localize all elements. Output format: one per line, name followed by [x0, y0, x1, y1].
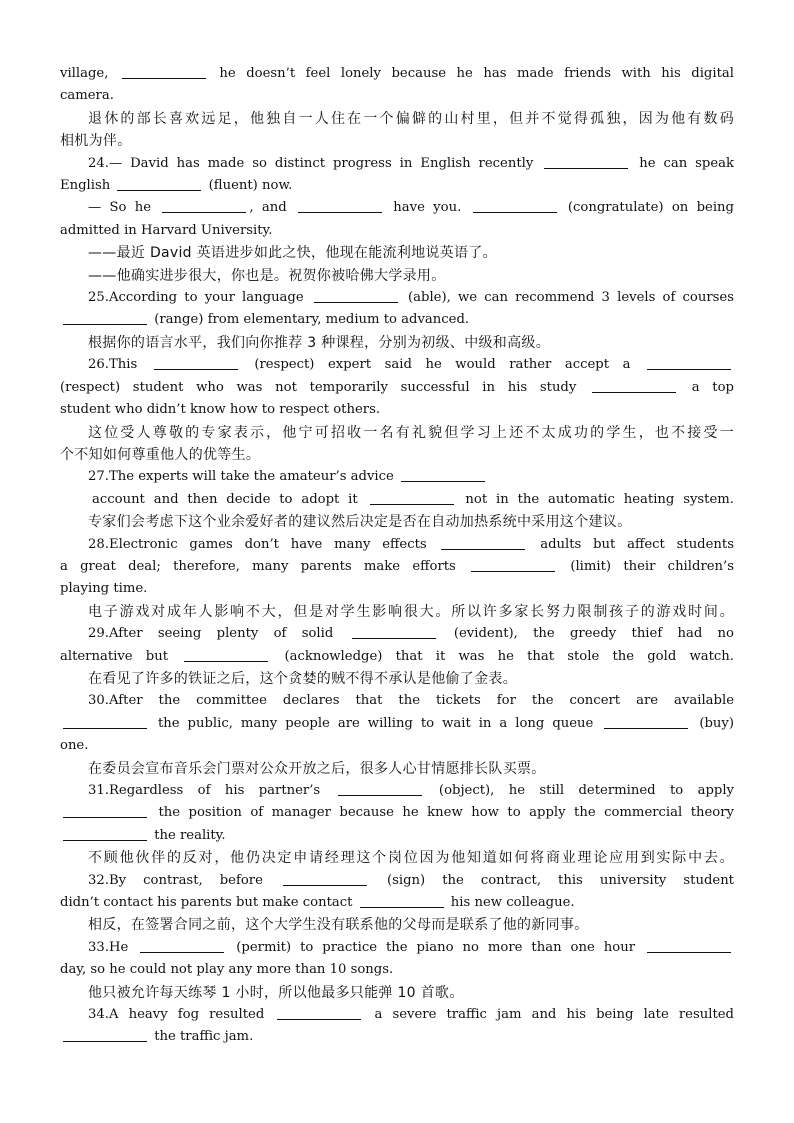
text-line: 专家们会考虑下这个业余爱好者的建议然后决定是否在自动加热系统中采用这个建议。: [88, 514, 632, 531]
text-line: 这位受人尊敬的专家表示，他宁可招收一名有礼貌但学习上还不太成功的学生，也不接受一: [88, 424, 734, 441]
text-line: 28.Electronic games don’t have many effects adults but affect students: [88, 536, 734, 552]
fill-in-blank: [140, 939, 224, 953]
fill-in-blank: [298, 199, 382, 213]
fill-in-blank: [63, 715, 147, 729]
fill-in-blank: [471, 558, 555, 572]
text-line: 27.The experts will take the amateur’s advice: [60, 466, 734, 488]
fill-in-blank: [360, 894, 444, 908]
fill-in-blank: [352, 625, 436, 639]
text-line: 30.After the committee declares that the tickets for the concert are available: [88, 693, 734, 709]
fill-in-blank: [338, 782, 422, 796]
text-line: the traffic jam.: [60, 1026, 734, 1048]
text-line: 个不知如何尊重他人的优等生。: [60, 446, 261, 463]
text-line: 29.After seeing plenty of solid (evident), the greedy thief had no: [88, 626, 734, 642]
text-line: 24.— David has made so distinct progress in English recently he can speak: [88, 155, 734, 171]
fill-in-blank: [401, 468, 485, 482]
text-line: a great deal; therefore, many parents make efforts (limit) their children’s: [60, 558, 734, 574]
text-line: 电子游戏对成年人影响不大，但是对学生影响很大。所以许多家长努力限制孩子的游戏时间。: [88, 603, 734, 620]
text-line: 31.Regardless of his partner’s (object), he still determined to apply: [88, 783, 734, 798]
text-line: the public, many people are willing to wait in a long queue (buy): [60, 713, 734, 735]
text-line: didn’t contact his parents but make contact his new colleague.: [60, 895, 575, 911]
text-line: (range) from elementary, medium to advanced.: [60, 309, 734, 331]
text-line: 25.According to your language (able), we can recommend 3 levels of courses: [88, 290, 734, 306]
text-line: account and then decide to adopt it not in the automatic heating system.: [92, 491, 734, 507]
text-line: 33.He (permit) to practice the piano no more than one hour: [60, 937, 734, 959]
text-line: — So he , and have you. (congratulate) on being: [88, 200, 734, 216]
text-line: camera.: [60, 88, 114, 104]
text-line: one.: [60, 738, 89, 754]
fill-in-blank: [63, 804, 147, 818]
text-line: English (fluent) now.: [60, 178, 293, 194]
fill-in-blank: [604, 715, 688, 729]
text-line: 不顾他伙伴的反对，他仍决定申请经理这个岗位因为他知道如何将商业理论应用到实际中去。: [88, 850, 734, 867]
fill-in-blank: [117, 177, 201, 191]
text-line: ——最近 David 英语进步如此之快，他现在能流利地说英语了。: [88, 245, 497, 262]
worksheet-page: [60, 63, 734, 1049]
fill-in-blank: [184, 648, 268, 662]
fill-in-blank: [441, 536, 525, 550]
text-line: 32.By contrast, before (sign) the contract, this university student: [88, 872, 734, 888]
text-line: 退休的部长喜欢远足，他独自一人住在一个偏僻的山村里，但并不觉得孤独，因为他有数码: [88, 110, 734, 127]
text-line: admitted in Harvard University.: [60, 222, 273, 238]
text-line: 相反，在签署合同之前，这个大学生没有联系他的父母而是联系了他的新同事。: [88, 917, 589, 934]
text-line: the reality.: [60, 825, 734, 847]
text-line: 在委员会宣布音乐会门票对公众开放之后，很多人心甘情愿排长队买票。: [88, 760, 546, 777]
text-line: student who didn’t know how to respect others.: [60, 402, 381, 418]
fill-in-blank: [162, 199, 246, 213]
text-line: 他只被允许每天练琴 1 小时，所以他最多只能弹 10 首歌。: [88, 984, 464, 1001]
text-line: the position of manager because he knew how to apply the commercial theory: [60, 802, 734, 824]
fill-in-blank: [370, 491, 454, 505]
fill-in-blank: [63, 1028, 147, 1042]
fill-in-blank: [647, 939, 731, 953]
fill-in-blank: [592, 379, 676, 393]
fill-in-blank: [63, 827, 147, 841]
text-line: 在看见了许多的铁证之后，这个贪婪的贼不得不承认是他偷了金表。: [88, 670, 517, 687]
fill-in-blank: [647, 356, 731, 370]
fill-in-blank: [63, 311, 147, 325]
text-line: (respect) student who was not temporarily successful in his study a top: [60, 379, 734, 395]
text-line: day, so he could not play any more than 10 songs.: [60, 962, 394, 978]
fill-in-blank: [277, 1006, 361, 1020]
fill-in-blank: [473, 199, 557, 213]
text-line: 34.A heavy fog resulted a severe traffic jam and his being late resulted: [88, 1007, 734, 1023]
text-line: playing time.: [60, 581, 148, 597]
fill-in-blank: [314, 289, 398, 303]
text-line: 相机为伴。: [60, 133, 132, 150]
text-line: village, he doesn’t feel lonely because he has made friends with his digital: [60, 66, 734, 81]
text-line: alternative but (acknowledge) that it was he that stole the gold watch.: [60, 648, 734, 664]
text-line: 根据你的语言水平，我们向你推荐 3 种课程，分别为初级、中级和高级。: [88, 334, 551, 351]
fill-in-blank: [154, 356, 238, 370]
text-line: 26.This (respect) expert said he would rather accept a: [60, 354, 734, 376]
text-line: ——他确实进步很大，你也是。祝贺你被哈佛大学录用。: [88, 267, 446, 284]
fill-in-blank: [122, 65, 206, 79]
fill-in-blank: [283, 872, 367, 886]
fill-in-blank: [544, 155, 628, 169]
